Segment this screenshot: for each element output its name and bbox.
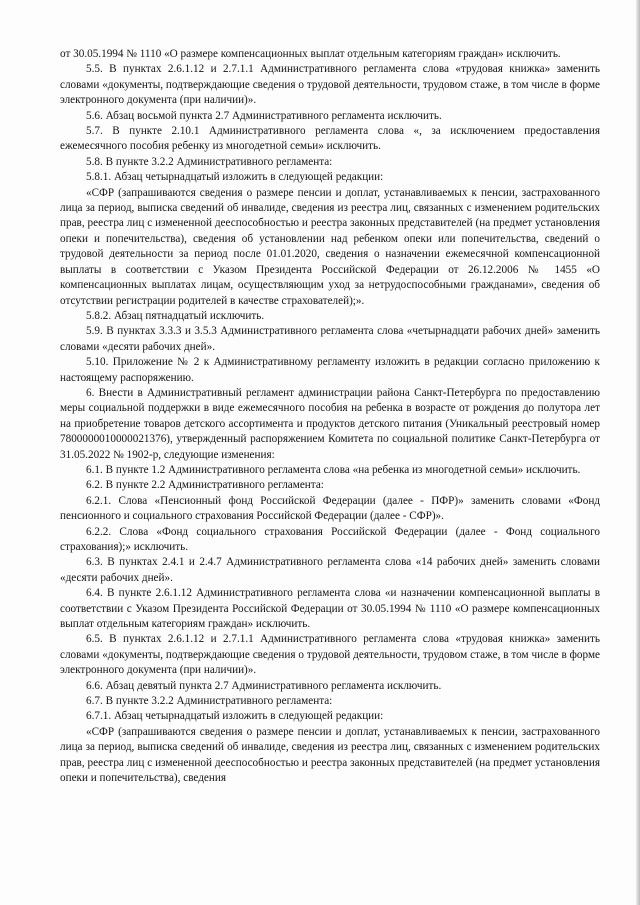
paragraph: 6.1. В пункте 1.2 Административного регламента слова «на ребенка из многодетной семьи» исключить. — [86, 463, 581, 476]
paragraph: 6.3. В пунктах 2.4.1 и 2.4.7 Административного регламента слова «14 рабочих дней» заменить словами «десяти рабочих дней». — [60, 556, 600, 584]
paragraph: «СФР (запрашиваются сведения о размере пенсии и доплат, устанавливаемых к пенсии, застрахованного лица за период, выписка сведений об инвалиде, сведения из реестра лиц, связанных с изменением родительских прав, реестра лиц с измененной дееспособностью и реестра законных представителей (на предмет установления опеки и попечительства), сведения — [60, 725, 600, 785]
paragraph: «СФР (запрашиваются сведения о размере пенсии и доплат, устанавливаемых к пенсии, застрахованного лица за период, выписка сведений об инвалиде, сведения из реестра лиц, связанных с изменением родительских прав, реестра лиц с измененной дееспособностью и реестра законных представителей (на предмет установления опеки и попечительства), сведения об установлении над ребенком опеки или попечительства, сведений о трудовой деятельности за период после 01.01.2020, сведения о назначении ежемесячной компенсационной выплаты в соответствии с Указом Президента Российской Федерации от 26.12.2006 № 1455 «О компенсационных выплатах лицам, осуществляющим уход за нетрудоспособными гражданами», сведения об отсутствии регистрации родителей в качестве страхователей);». — [60, 186, 600, 307]
document-body — [60, 47, 600, 787]
paragraph: 6.2. В пункте 2.2 Административного регламента: — [86, 479, 324, 492]
paragraph: 5.7. В пункте 2.10.1 Административного регламента слова «, за исключением предоставления ежемесячного пособия ребенку из многодетной семьи» исключить. — [60, 125, 600, 153]
paragraph: 5.6. Абзац восьмой пункта 2.7 Административного регламента исключить. — [86, 109, 442, 122]
paragraph: 6.5. В пунктах 2.6.1.12 и 2.7.1.1 Административного регламента слова «трудовая книжка» заменить словами «документы, подтверждающие сведения о трудовой деятельности, трудовом стаже, в том числе в форме электронного документа (при наличии)». — [60, 633, 600, 677]
paragraph: 5.10. Приложение № 2 к Административному регламенту изложить в редакции согласно приложению к настоящему распоряжению. — [60, 356, 600, 384]
paragraph: 6.7.1. Абзац четырнадцатый изложить в следующей редакции: — [86, 710, 384, 723]
paragraph: 5.9. В пунктах 3.3.3 и 3.5.3 Административного регламента слова «четырнадцати рабочих дней» заменить словами «десяти рабочих дней». — [60, 325, 600, 353]
paragraph: 6.2.1. Слова «Пенсионный фонд Российской Федерации (далее - ПФР)» заменить словами «Фонд пенсионного и социального страхования Российской Федерации (далее - СФР)». — [60, 494, 600, 523]
paragraph: 5.8.1. Абзац четырнадцатый изложить в следующей редакции: — [86, 171, 384, 184]
paragraph: 6.6. Абзац девятый пункта 2.7 Административного регламента исключить. — [86, 679, 442, 692]
paragraph: 6.4. В пункте 2.6.1.12 Административного регламента слова «и назначении компенсационной выплаты в соответствии с Указом Президента Российской Федерации от 30.05.1994 № 1110 «О размере компенсационных выплат отдельным категориям граждан» исключить. — [60, 587, 600, 631]
paragraph: 5.8.2. Абзац пятнадцатый исключить. — [86, 309, 265, 322]
page-edge-shadow — [636, 0, 640, 905]
paragraph: 5.8. В пункте 3.2.2 Административного регламента: — [86, 155, 333, 168]
paragraph: 5.5. В пунктах 2.6.1.12 и 2.7.1.1 Административного регламента слова «трудовая книжка» заменить словами «документы, подтверждающие сведения о трудовой деятельности, трудовом стаже, в том числе в форме электронного документа (при наличии)». — [60, 63, 600, 107]
paragraph: от 30.05.1994 № 1110 «О размере компенсационных выплат отдельным категориям граждан» исключить. — [60, 48, 561, 60]
paragraph: 6.7. В пункте 3.2.2 Административного регламента: — [86, 695, 333, 708]
paragraph: 6. Внести в Административный регламент администрации района Санкт-Петербурга по предоставлению меры социальной поддержки в виде ежемесячного пособия на ребенка в возрасте от рождения до полутора лет на приобретение товаров детского ассортимента и продуктов детского питания (Уникальный реестровый номер 7800000010000021376), утвержденный распоряжением Комитета по социальной политике Санкт-Петербурга от 31.05.2022 № 1902-р, следующие изменения: — [60, 386, 600, 461]
paragraph: 6.2.2. Слова «Фонд социального страхования Российской Федерации (далее - Фонд социального страхования);» исключить. — [60, 525, 600, 553]
